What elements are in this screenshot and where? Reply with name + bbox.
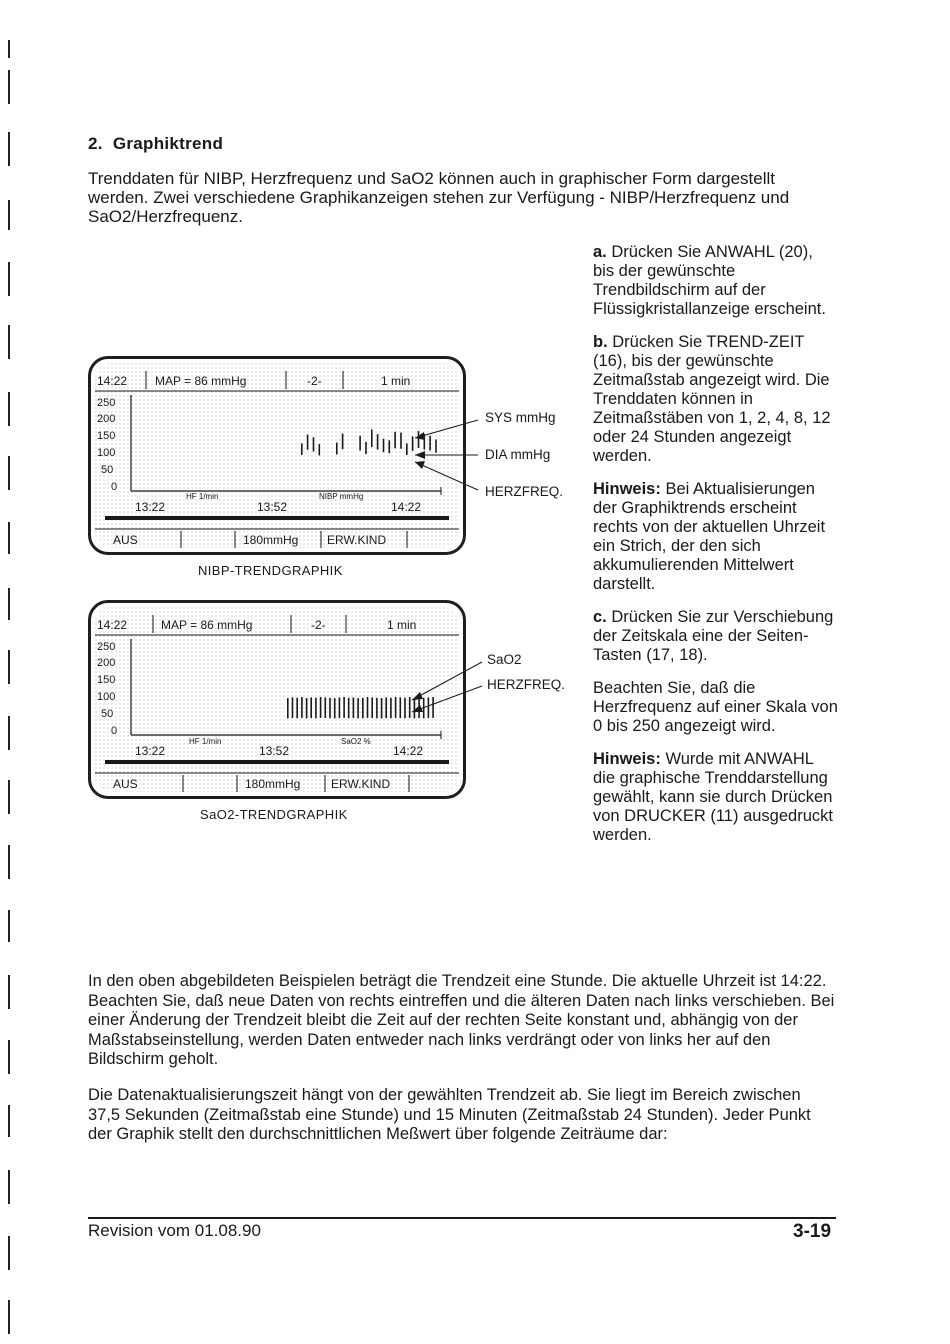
y-tick: 150: [97, 430, 116, 442]
footer-rule: [88, 1217, 836, 1219]
y-tick: 150: [97, 674, 116, 686]
x-tick: 13:52: [257, 500, 288, 514]
step-label: b.: [593, 333, 608, 351]
trend-bar: [296, 698, 298, 719]
y-tick: 250: [97, 641, 116, 653]
softkey-pressure: 180mmHg: [245, 777, 301, 791]
legend-right: SaO2 %: [341, 737, 371, 746]
remark-text: Beachten Sie, daß die Herzfrequenz auf einer Skala von 0 bis 250 angezeigt wird.: [593, 679, 838, 735]
trend-bar: [353, 697, 355, 718]
y-tick: 250: [97, 397, 116, 409]
section-heading: [88, 134, 223, 154]
status-interval: 1 min: [387, 618, 417, 632]
trend-bar: [371, 430, 373, 447]
trend-bar: [371, 697, 373, 718]
trend-bar: [343, 697, 345, 718]
y-tick: 0: [111, 481, 118, 493]
y-tick: 50: [101, 708, 114, 720]
section-number: 2.: [88, 134, 103, 153]
section-title: Graphiktrend: [112, 134, 224, 153]
trend-bar: [377, 434, 379, 450]
trend-bar: [348, 698, 350, 719]
trend-bar: [339, 697, 341, 718]
sao2-caption: SaO2-TRENDGRAPHIK: [200, 807, 348, 822]
instruction-column: [593, 243, 838, 859]
trend-bar: [357, 698, 359, 718]
trend-bar: [315, 698, 317, 719]
y-tick: 0: [111, 725, 118, 737]
page-number: 3-19: [793, 1221, 832, 1242]
status-time: 14:22: [97, 618, 128, 632]
y-tick: 100: [97, 447, 116, 459]
trend-bar: [306, 698, 308, 718]
step-b: [593, 333, 838, 466]
trend-bar: [301, 697, 303, 718]
y-tick: 50: [101, 464, 114, 476]
status-page: -2-: [307, 374, 322, 388]
status-page: -2-: [311, 618, 326, 632]
body-paragraph-1: In den oben abgebildeten Beispielen beträgt die Trendzeit eine Stunde. Die aktuelle Uhrzeit ist 14:22. Beachten Sie, daß neue Daten von rechts eintreffen und die älteren Daten nach links verschieben. Bei einer Änderung der Trendzeit bleibt die Zeit auf der rechten Seite konstant und, abhängig von der Maßstabseinstellung, werden Daten entweder nach links verdrängt oder von links her auf den Bildschirm geholt.: [88, 972, 835, 1068]
x-tick: 13:22: [135, 500, 166, 514]
y-tick: 100: [97, 691, 116, 703]
legend-left: HF 1/min: [189, 737, 222, 746]
note-1: [593, 480, 838, 594]
softkey-pressure: 180mmHg: [243, 533, 299, 547]
callout-sao2: SaO2: [487, 652, 522, 667]
softkey-mode: ERW.KIND: [331, 777, 391, 791]
callout-herzfreq: HERZFREQ.: [485, 484, 564, 499]
nibp-callout-arrows: [400, 400, 490, 510]
intro-paragraph: Trenddaten für NIBP, Herzfrequenz und SaO2 können auch in graphischer Form dargestellt werden. Zwei verschiedene Graphikanzeigen stehen zur Verfügung - NIBP/Herzfrequenz und SaO2/Herzfrequenz.: [88, 169, 790, 226]
body-paragraph-2: Die Datenaktualisierungszeit hängt von der gewählten Trendzeit ab. Sie liegt im Bereich zwischen 37,5 Sekunden (Zeitmaßstab eine Stunde) und 15 Minuten (Zeitmaßstab 24 Stunden). Jeder Punkt der Graphik stellt den durchschnittlichen Meßwert über folgende Zeiträume dar:: [88, 1086, 811, 1143]
trend-bar: [367, 697, 369, 718]
trend-bar: [336, 443, 338, 455]
trend-bar: [334, 698, 336, 718]
step-label: c.: [593, 608, 607, 626]
trend-bar: [301, 443, 303, 455]
trend-bar: [365, 442, 367, 454]
trend-bar: [329, 698, 331, 719]
legend-left: HF 1/min: [186, 492, 219, 501]
trend-bar: [390, 698, 392, 719]
softkey-mode: ERW.KIND: [327, 533, 387, 547]
trend-bar: [381, 698, 383, 718]
x-tick: 13:52: [259, 744, 290, 758]
trend-bar: [395, 697, 397, 718]
trend-bar: [320, 697, 322, 718]
trend-bar: [325, 697, 327, 718]
step-label: a.: [593, 243, 607, 261]
status-time: 14:22: [97, 374, 128, 388]
softkey-aus: AUS: [113, 533, 138, 547]
trend-bar: [307, 435, 309, 450]
status-map: MAP = 86 mmHg: [155, 374, 247, 388]
trend-bar: [385, 697, 387, 718]
step-c: [593, 608, 838, 665]
trend-bar: [376, 698, 378, 719]
softkey-aus: AUS: [113, 777, 138, 791]
sao2-callout-arrows: [400, 648, 490, 728]
legend-right: NIBP mmHg: [319, 492, 364, 501]
x-tick: 13:22: [135, 744, 166, 758]
y-tick: 200: [97, 657, 116, 669]
callout-herzfreq: HERZFREQ.: [487, 677, 566, 692]
revision-date: Revision vom 01.08.90: [88, 1221, 261, 1240]
trend-bar: [394, 432, 396, 449]
trend-bar: [383, 439, 385, 453]
note-text: Wurde mit ANWAHL die graphische Trenddarstellung gewählt, kann sie durch Drücken von DRUCKER (11) ausgedruckt werden.: [593, 750, 833, 844]
remark: [593, 679, 838, 736]
x-tick: 14:22: [393, 744, 424, 758]
trend-bar: [359, 436, 361, 451]
y-tick: 200: [97, 413, 116, 425]
trend-bar: [342, 433, 344, 449]
trend-bar: [292, 697, 294, 718]
step-text: Drücken Sie ANWAHL (20), bis der gewünschte Trendbildschirm auf der Flüssigkristallanzeige erscheint.: [593, 243, 826, 318]
callout-sys: SYS mmHg: [485, 410, 556, 425]
note-label: Hinweis:: [593, 750, 661, 768]
note-text: Bei Aktualisierungen der Graphiktrends erscheint rechts von der aktuellen Uhrzeit ein Strich, der den sich akkumulierenden Mittelwert darstellt.: [593, 480, 826, 593]
scan-edge-marks: [0, 0, 24, 1344]
trend-bar: [313, 437, 315, 451]
trend-bar: [319, 444, 321, 455]
note-2: [593, 750, 838, 845]
status-interval: 1 min: [381, 374, 411, 388]
trend-bar: [287, 698, 289, 718]
x-tick: 14:22: [391, 500, 422, 514]
step-text: Drücken Sie TREND-ZEIT (16), bis der gewünschte Zeitmaßstab angezeigt wird. Die Trenddaten können in Zeitmaßstäben von 1, 2, 4, 8, 12 oder 24 Stunden angezeigt werden.: [593, 333, 831, 465]
status-map: MAP = 86 mmHg: [161, 618, 253, 632]
trend-bar: [389, 440, 391, 453]
note-label: Hinweis:: [593, 480, 661, 498]
nibp-caption: NIBP-TRENDGRAPHIK: [198, 563, 343, 578]
trend-bar: [310, 697, 312, 718]
step-text: Drücken Sie zur Verschiebung der Zeitskala eine der Seiten-Tasten (17, 18).: [593, 608, 834, 664]
step-a: [593, 243, 838, 319]
trend-bar: [362, 698, 364, 719]
callout-dia: DIA mmHg: [485, 447, 551, 462]
